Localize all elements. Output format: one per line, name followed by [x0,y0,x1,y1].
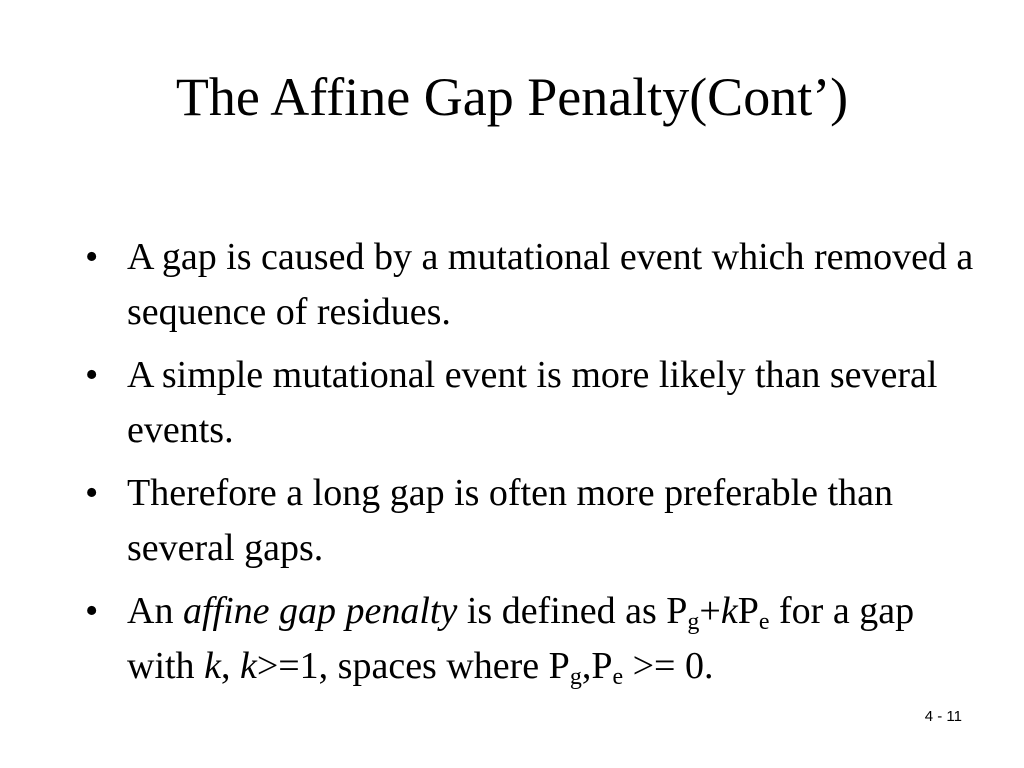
bullet-item [85,466,985,576]
bullet-text: A gap is caused by a mutational event which removed a sequence of residues. [127,236,974,333]
bullet-item-definition [85,584,985,694]
text-comma: , [220,645,240,687]
bullet-marker: • [85,236,99,278]
subscript-g: g [569,664,582,690]
bullet-text: A simple mutational event is more likely than several events. [127,354,938,451]
text-lead: An [127,590,183,632]
text-end: >= 0. [623,645,714,687]
bullet-item [85,230,985,340]
subscript-e: e [612,664,624,690]
slide-title: The Affine Gap Penalty(Cont’) [175,67,849,127]
text-mid2: for a gap with [127,590,915,687]
var-k: k [720,590,738,632]
text-mid: is defined as P [457,590,688,632]
var-k: k [204,645,221,687]
bullet-marker: • [85,472,99,514]
text-p: P [737,590,759,632]
bullet-item [85,348,985,458]
subscript-g: g [687,609,700,635]
bullet-text [127,590,915,690]
text-plus: + [699,590,721,632]
term-affine-gap-penalty: affine gap penalty [182,590,458,632]
bullet-marker: • [85,590,99,632]
page-number: 4 - 11 [924,708,962,725]
text-condition: >=1, spaces where P [256,645,570,687]
text-sep: ,P [581,645,613,687]
bullet-list [85,230,985,702]
var-k: k [239,645,257,687]
bullet-marker: • [85,354,99,396]
subscript-e: e [758,609,770,635]
bullet-text: Therefore a long gap is often more preferable than several gaps. [127,472,893,569]
